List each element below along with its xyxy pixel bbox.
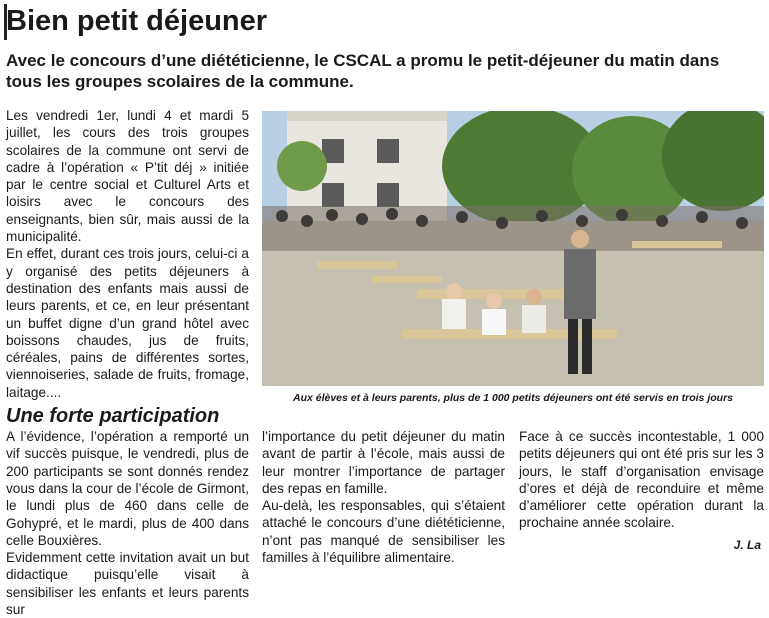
photo-building-roof (287, 111, 447, 121)
section-heading: Une forte participation (6, 405, 220, 428)
column2-paragraph-1: l’importance du petit déjeuner du matin avant de partir à l’école, mais aussi de leur montrer l’importance de partager des repas en famille. (262, 429, 505, 496)
photo-caption: Aux élèves et à leurs parents, plus de 1 000 petits déjeuners ont été servis en trois jours (292, 392, 733, 404)
photo-window (377, 183, 399, 207)
author-signature: J. La (733, 538, 761, 552)
schoolyard-breakfast-photo (262, 111, 764, 386)
photo-tree (277, 141, 327, 191)
intro-paragraph-2: En effet, durant ces trois jours, celui-ci a y organisé des petits déjeuners à destination des enfants mais aussi de leurs parents, et ce, en leur présentant un buffet digne d’un grand hôtel avec boissons chaudes, jus de fruits, céréales, pains de différentes sortes, viennoiseries, salade de fruits, fromage, laitage.... (6, 246, 249, 400)
column2-paragraph-2: Au-delà, les responsables, qui s’étaient attaché le concours d’une diététicienne, n’ont pas manqué de sensibiliser les familles à l’équilibre alimentaire. (262, 498, 505, 566)
photo-window (322, 183, 344, 207)
section-paragraph-2: Evidemment cette invitation avait un but didactique puisqu’elle visait à sensibiliser les enfants et leurs parents sur (6, 550, 249, 618)
photo-window (377, 139, 399, 163)
intro-paragraph-1: Les vendredi 1er, lundi 4 et mardi 5 juillet, les cours des trois groupes scolaires de la commune ont servi de cadre à l’opération « P’tit déj » initiée par le centre social et Culturel Arts et loisirs avec le concours des enseignants, bien sûr, mais aussi de la municipalité. (6, 108, 249, 245)
column-1 (6, 107, 249, 618)
article-subtitle: Avec le concours d’une diététicienne, le CSCAL a promu le petit-déjeuner du matin dans tous les groupes scolaires de la commune. (6, 51, 720, 91)
column-2 (262, 428, 505, 566)
article-photo (262, 111, 764, 386)
article-title: Bien petit déjeuner (6, 5, 268, 37)
section-paragraph-1: A l’évidence, l’opération a remporté un vif succès puisque, le vendredi, plus de 200 participants se sont donnés rendez vous dans la cour de l’école de Girmont, le lundi plus de 460 dans celle de Gohypré, et le mardi, plus de 400 dans celle Bouxières. (6, 429, 249, 548)
column-3 (519, 428, 764, 532)
column3-paragraph-1: Face à ce succès incontestable, 1 000 petits déjeuners qui ont été pris sur les 3 jours, le staff d’organisation envisage d’ores et déjà de reconduire et même d’améliorer cette opération durant la prochaine année scolaire. (519, 429, 764, 531)
